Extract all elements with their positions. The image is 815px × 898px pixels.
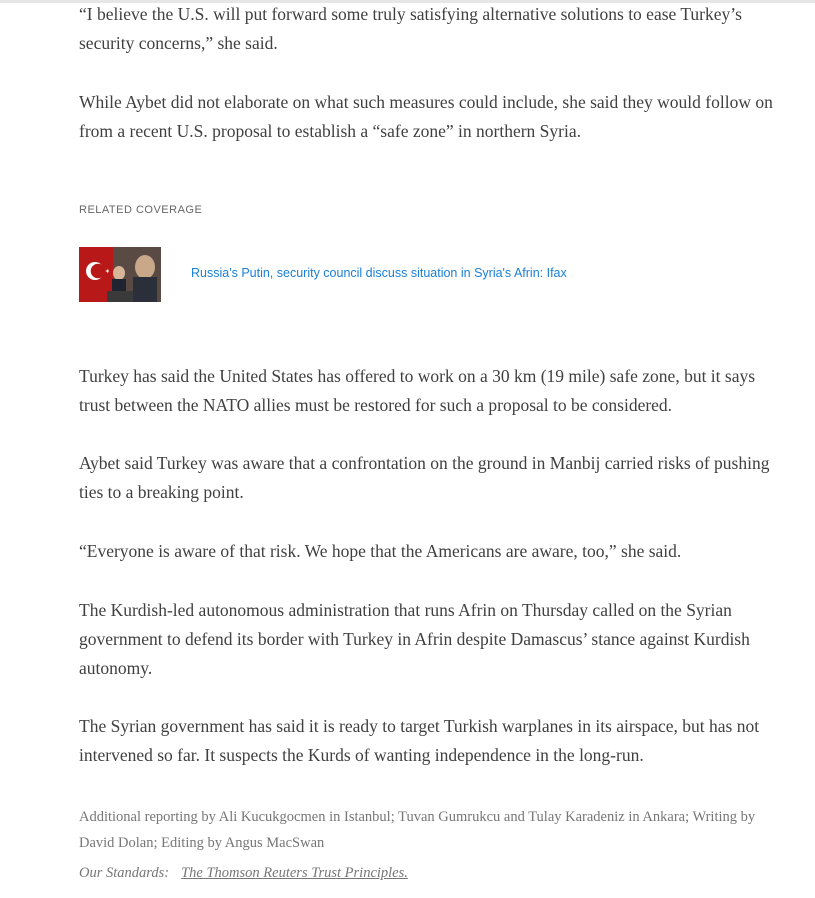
paragraph: Aybet said Turkey was aware that a confrontation on the ground in Manbij carried risks of pushing ties to a breaking point. bbox=[79, 453, 770, 502]
paragraph: The Kurdish-led autonomous administration that runs Afrin on Thursday called on the Syrian government to defend its border with Turkey in Afrin despite Damascus’ stance against Kurdish autonomy. bbox=[79, 600, 750, 678]
standards-line bbox=[79, 860, 774, 886]
related-thumbnail[interactable] bbox=[79, 247, 161, 302]
related-coverage-item[interactable] bbox=[79, 247, 774, 302]
reporting-credits: Additional reporting by Ali Kucukgocmen in Istanbul; Tuvan Gumrukcu and Tulay Karadeniz in Ankara; Writing by David Dolan; Editing by Angus MacSwan bbox=[79, 809, 756, 851]
related-coverage-label: RELATED COVERAGE bbox=[79, 204, 203, 216]
paragraph: The Syrian government has said it is ready to target Turkish warplanes in its airspace, but has not intervened so far. It suspects the Kurds of wanting independence in the long-run. bbox=[79, 716, 760, 765]
trust-principles-link[interactable]: The Thomson Reuters Trust Principles. bbox=[181, 865, 408, 881]
paragraph: Turkey has said the United States has offered to work on a 30 km (19 mile) safe zone, but it says trust between the NATO allies must be restored for such a proposal to be considered. bbox=[79, 366, 756, 415]
paragraph: “I believe the U.S. will put forward some truly satisfying alternative solutions to ease Turkey’s security concerns,” she said. bbox=[79, 4, 742, 53]
related-article-link[interactable]: Russia's Putin, security council discuss situation in Syria's Afrin: Ifax bbox=[191, 266, 567, 280]
erdogan-podium-photo-icon bbox=[79, 247, 161, 302]
standards-label: Our Standards: bbox=[79, 865, 170, 881]
paragraph: “Everyone is aware of that risk. We hope that the Americans are aware, too,” she said. bbox=[79, 541, 682, 561]
paragraph: While Aybet did not elaborate on what such measures could include, she said they would follow on from a recent U.S. proposal to establish a “safe zone” in northern Syria. bbox=[79, 92, 773, 141]
